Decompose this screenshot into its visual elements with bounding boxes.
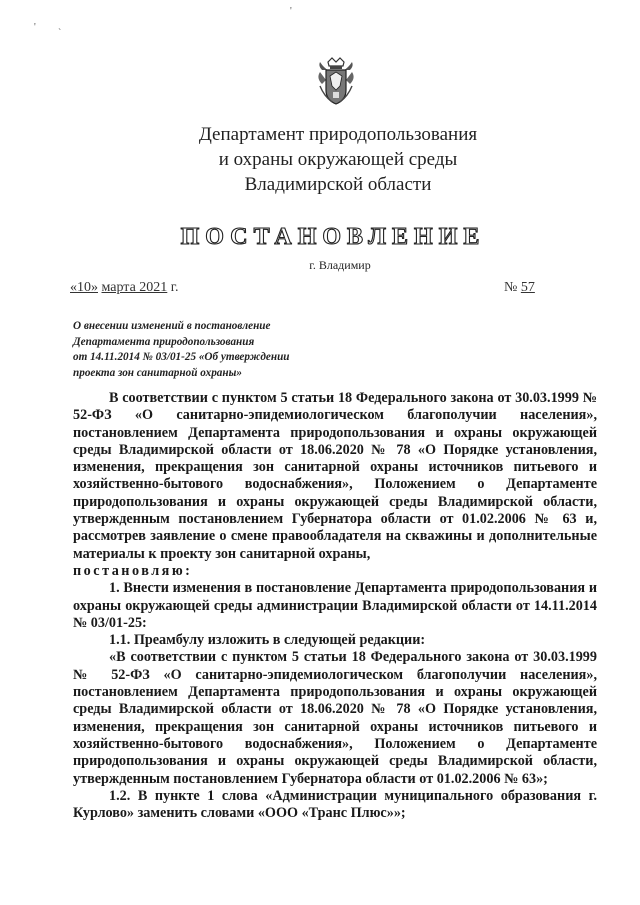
date-open-quote: « [70,280,77,295]
preamble-paragraph: В соответствии с пунктом 5 статьи 18 Федерального закона от 30.03.1999 № 52-ФЗ «О санитарно-эпидемиологическом благополучии населения», постановлением Департамента природопользования и охраны окружающей среды Владимирской области от 18.06.2020 № 78 «О Порядке установления, изменения, прекращения зон санитарной охраны источников питьевого и хозяйственно-бытового водоснабжения», Положением о Департаменте природопользования и охраны окружающей среды Владимирской области, утвержденным постановлением Губернатора области от 01.02.2006 № 63 и, рассмотрев заявление о смене правообладателя на скважины и дополнительные материалы к проекту зон санитарной охраны, [73,390,597,562]
document-date [70,280,178,296]
department-line: и охраны окружающей среды [218,149,458,170]
subject-line: Департамента природопользования [73,335,255,348]
scan-speck: ` [58,28,62,39]
department-line: Владимирской области [244,174,432,195]
item-1-paragraph: 1. Внести изменения в постановление Департамента природопользования и охраны окружающей среды администрации Владимирской области от 14.11.2014 № 03/01-25: [73,580,597,631]
department-line: Департамент природопользования [198,124,478,145]
city-label: г. Владимир [309,258,371,272]
item-1-1-paragraph: 1.1. Преамбулу изложить в следующей редакции: [109,632,426,649]
item-1-2-paragraph: 1.2. В пункте 1 слова «Администрации муниципального образования г. Курлово» заменить словами «ООО «Транс Плюс»»; [73,787,597,822]
document-body [73,390,597,822]
coat-of-arms-emblem [316,56,356,108]
scan-speck: ' [290,6,292,17]
document-number [504,280,535,296]
number-sign: № [504,280,518,295]
number-value: 57 [520,280,535,295]
subject-line: от 14.11.2014 № 03/01-25 «Об утверждении [73,351,290,363]
date-close-quote: » [91,280,98,295]
quoted-preamble-paragraph: «В соответствии с пунктом 5 статьи 18 Федерального закона от 30.03.1999 № 52-ФЗ «О санитарно-эпидемиологическом благополучии населения», постановлением Департамента природопользования и охраны окружающей среды Владимирской области от 18.06.2020 № 78 «О Порядке установления, изменения, прекращения зон санитарной охраны источников питьевого и хозяйственно-бытового водоснабжения», Положением о Департаменте природопользования и охраны окружающей среды Владимирской области, утвержденным постановлением Губернатора области от 01.02.2006 № 63»; [73,649,597,787]
document-subject [73,319,373,381]
subject-line: проекта зон санитарной охраны» [73,366,242,379]
department-name [0,122,640,197]
scan-speck: ' [34,22,36,33]
subject-line: О внесении изменений в постановление [73,320,271,332]
date-month-year: марта 2021 [101,280,168,295]
decree-word: постановляю: [73,562,193,579]
date-suffix: г. [170,280,179,295]
document-type-title: ПОСТАНОВЛЕНИЕ [180,224,486,250]
date-day: 10 [77,280,91,295]
